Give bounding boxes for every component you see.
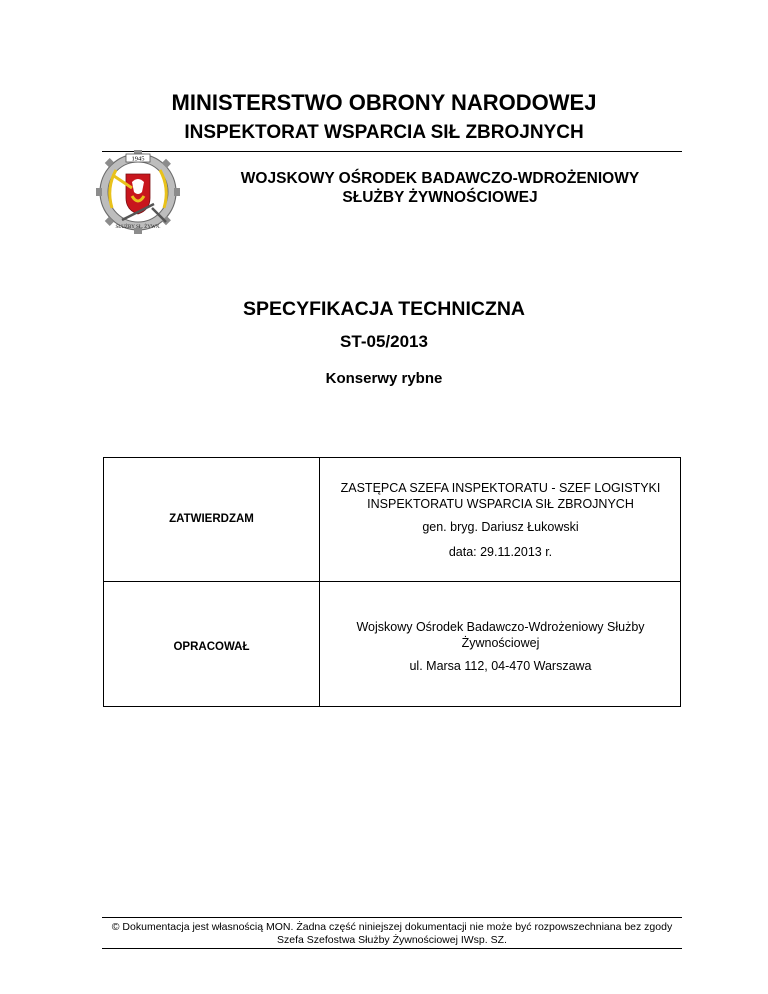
footer-divider-top [102, 917, 682, 918]
institution-name-line1: WOJSKOWY OŚRODEK BADAWCZO-WDROŻENIOWY [240, 170, 640, 187]
approved-label: ZATWIERDZAM [169, 513, 254, 525]
document-title: SPECYFIKACJA TECHNICZNA [242, 298, 526, 320]
emblem-year: 1945 [131, 155, 145, 163]
preparer-address: ul. Marsa 112, 04-470 Warszawa [409, 659, 592, 673]
prepared-label: OPRACOWAŁ [173, 641, 250, 653]
ministry-title: MINISTERSTWO OBRONY NARODOWEJ [171, 90, 597, 115]
approver-name: gen. bryg. Dariusz Łukowski [422, 520, 579, 534]
preparer-name: Wojskowy Ośrodek Badawczo-Wdrożeniowy Służby Żywnościowej [356, 620, 645, 650]
footer-copyright: © Dokumentacja jest własnością MON. Żadna część niniejszej dokumentacji nie może być rozpowszechniana bez zgody Szefa Szefostwa Służby Żywnościowej IWsp. SZ. [111, 921, 673, 946]
footer-divider-bottom [102, 948, 682, 949]
approval-table [103, 457, 681, 707]
institution-emblem-icon [92, 148, 192, 238]
institution-name-line2: SŁUŻBY ŻYWNOŚCIOWEJ [342, 189, 538, 206]
inspectorate-title: INSPEKTORAT WSPARCIA SIŁ ZBROJNYCH [184, 122, 584, 143]
table-row-divider [104, 581, 680, 582]
document-number: ST-05/2013 [340, 332, 428, 351]
document-subject: Konserwy rybne [325, 370, 443, 387]
approval-date: data: 29.11.2013 r. [448, 545, 553, 559]
emblem-ring-text: SŁUŻBY SŁ. ŻYWN. [115, 225, 161, 230]
approver-position: ZASTĘPCA SZEFA INSPEKTORATU - SZEF LOGISTYKI INSPEKTORATU WSPARCIA SIŁ ZBROJNYCH [340, 481, 661, 511]
